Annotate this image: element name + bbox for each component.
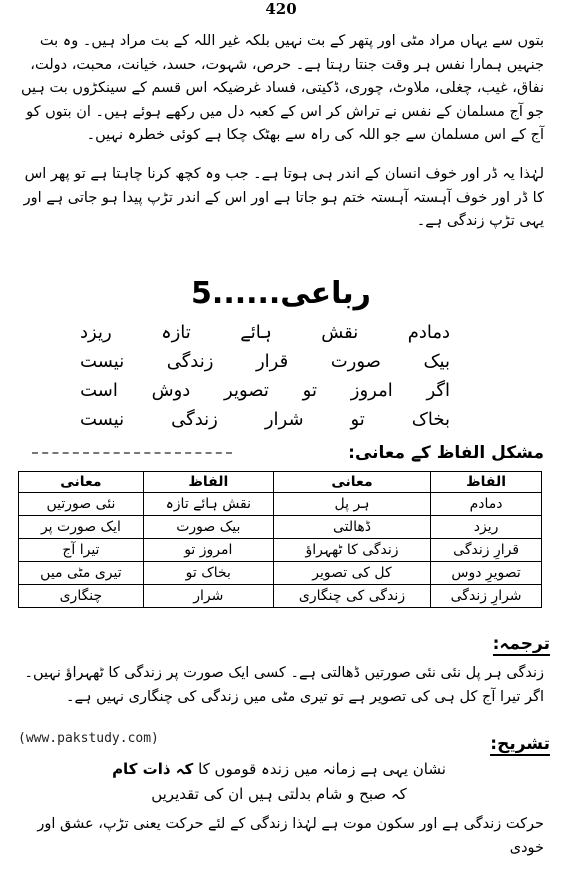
paragraph-movement: حرکت زندگی ہے اور سکون موت ہے لہٰذا زندگی کے لئے حرکت یعنی تڑپ، عشق اور خودی xyxy=(37,816,544,856)
table-cell: کل کی تصویر xyxy=(273,562,430,585)
explanation-heading: تشریح: xyxy=(490,734,550,754)
table-row xyxy=(19,539,542,562)
poem-line-2 xyxy=(80,347,450,376)
poem-word: نقش xyxy=(321,322,359,343)
difficult-words-heading xyxy=(14,442,544,463)
table-cell: زندگی کی چنگاری xyxy=(273,585,430,608)
poem-word: اگر xyxy=(426,380,450,401)
difficult-words-heading-text: مشکل الفاظ کے معانی: xyxy=(348,443,544,463)
poem-word: زندگی xyxy=(171,409,218,430)
table-cell: بیک صورت xyxy=(143,516,273,539)
table-cell: نئی صورتیں xyxy=(19,493,144,516)
poem-word: است xyxy=(80,380,118,401)
table-cell: زندگی کا ٹھہراؤ xyxy=(273,539,430,562)
table-row xyxy=(19,493,542,516)
page-number: 420 xyxy=(265,0,297,18)
watermark-url: (www.pakstudy.com) xyxy=(18,731,159,746)
table-row xyxy=(19,562,542,585)
table-cell: چنگاری xyxy=(19,585,144,608)
table-header: الفاظ xyxy=(143,472,273,493)
verse-line-2: کہ صبح و شام بدلتی ہیں ان کی تقدیریں xyxy=(151,785,407,803)
table-cell: ڈھالتی xyxy=(273,516,430,539)
poem-word: ریزد xyxy=(80,322,112,343)
poem-word: زندگی xyxy=(166,351,214,372)
poem-word: بیک xyxy=(423,351,450,372)
poem-word: نیست xyxy=(80,351,125,372)
verse-line-1-main: نشان یہی ہے زمانہ میں زندہ قوموں کا xyxy=(198,760,446,778)
table-header: معانی xyxy=(273,472,430,493)
table-cell: ہر پل xyxy=(273,493,430,516)
translation-heading: ترجمہ: xyxy=(492,634,550,654)
table-header-row xyxy=(19,472,542,493)
paragraph-idols: بتوں سے یہاں مراد مٹی اور پتھر کے بت نہیں بلکہ غیر اللہ کے بت مراد ہیں۔ وہ بت جنہیں ہمارا نفس ہر وقت جنتا رہتا ہے۔ حرص، شہوت، حسد، خیانت، محبت، دولت، نفاق، غیب، چغلی، ملاوٹ، چوری، ڈکیتی، فساد غرضیکہ اس قسم کے سینکڑوں بت ہیں جو آج مسلمان کے نفس نے تراش کر اس کے کعبہ دل میں رکھے ہوئے ہیں۔ ان بتوں کو آج کے اس مسلمان سے جو اللہ کی راہ سے بھٹک چکا ہے کوئی خطرہ نہیں۔ xyxy=(20,33,544,143)
poem-line-4 xyxy=(80,405,450,434)
poem-word: قرار xyxy=(255,351,289,372)
poem-word: بخاک xyxy=(411,409,450,430)
table-cell: ایک صورت پر xyxy=(19,516,144,539)
table-cell: نقش ہائے تازہ xyxy=(143,493,273,516)
poem-word: تو xyxy=(350,409,365,430)
table-cell: قرارِ زندگی xyxy=(431,539,542,562)
table-cell: تیری مٹی میں xyxy=(19,562,144,585)
poem-word: دمادم xyxy=(407,322,450,343)
table-row xyxy=(19,585,542,608)
poem-word: شرار xyxy=(264,409,304,430)
poem-line-3 xyxy=(80,376,450,405)
table-cell: شرارِ زندگی xyxy=(431,585,542,608)
table-cell: امروز تو xyxy=(143,539,273,562)
table-cell: ریزد xyxy=(431,516,542,539)
table-cell: دمادم xyxy=(431,493,542,516)
poem-word: نیست xyxy=(80,409,125,430)
rubai-poem xyxy=(80,318,450,434)
poem-word: صورت xyxy=(330,351,381,372)
verse-line-1-tail: کہ ذات کام xyxy=(112,760,194,778)
table-cell: تصویرِ دوس xyxy=(431,562,542,585)
rubai-title: رباعی......5 xyxy=(191,276,371,311)
table-row xyxy=(19,516,542,539)
poem-word: تازہ xyxy=(161,322,191,343)
poem-word: امروز xyxy=(350,380,393,401)
table-cell: تیرا آج xyxy=(19,539,144,562)
poem-word: تصویر xyxy=(224,380,269,401)
paragraph-fear: لہٰذا یہ ڈر اور خوف انسان کے اندر ہی ہوتا ہے۔ جب وہ کچھ کرنا چاہتا ہے تو پھر اس کا ڈر اور خوف آہستہ آہستہ ختم ہو جاتا ہے اور اس کے اندر تڑپ پیدا ہو جاتی ہے اور یہی تڑپ زندگی ہے۔ xyxy=(23,166,544,229)
table-cell: بخاک تو xyxy=(143,562,273,585)
table-header: الفاظ xyxy=(431,472,542,493)
paragraph-translation: زندگی ہر پل نئی نئی صورتیں ڈھالتی ہے۔ کسی ایک صورت پر زندگی کا ٹھہراؤ نہیں۔ اگر تیرا آج کل ہی کی تصویر ہے تو تیری مٹی میں زندگی کی چنگاری نہیں ہے۔ xyxy=(24,665,544,705)
poem-word: دوش xyxy=(151,380,191,401)
dashed-rule xyxy=(32,452,232,454)
table-cell: شرار xyxy=(143,585,273,608)
glossary-table xyxy=(18,471,542,608)
poem-word: تو xyxy=(302,380,317,401)
verse-line-1 xyxy=(14,760,544,778)
table-header: معانی xyxy=(19,472,144,493)
poem-line-1 xyxy=(80,318,450,347)
poem-word: ہائے xyxy=(240,322,272,343)
